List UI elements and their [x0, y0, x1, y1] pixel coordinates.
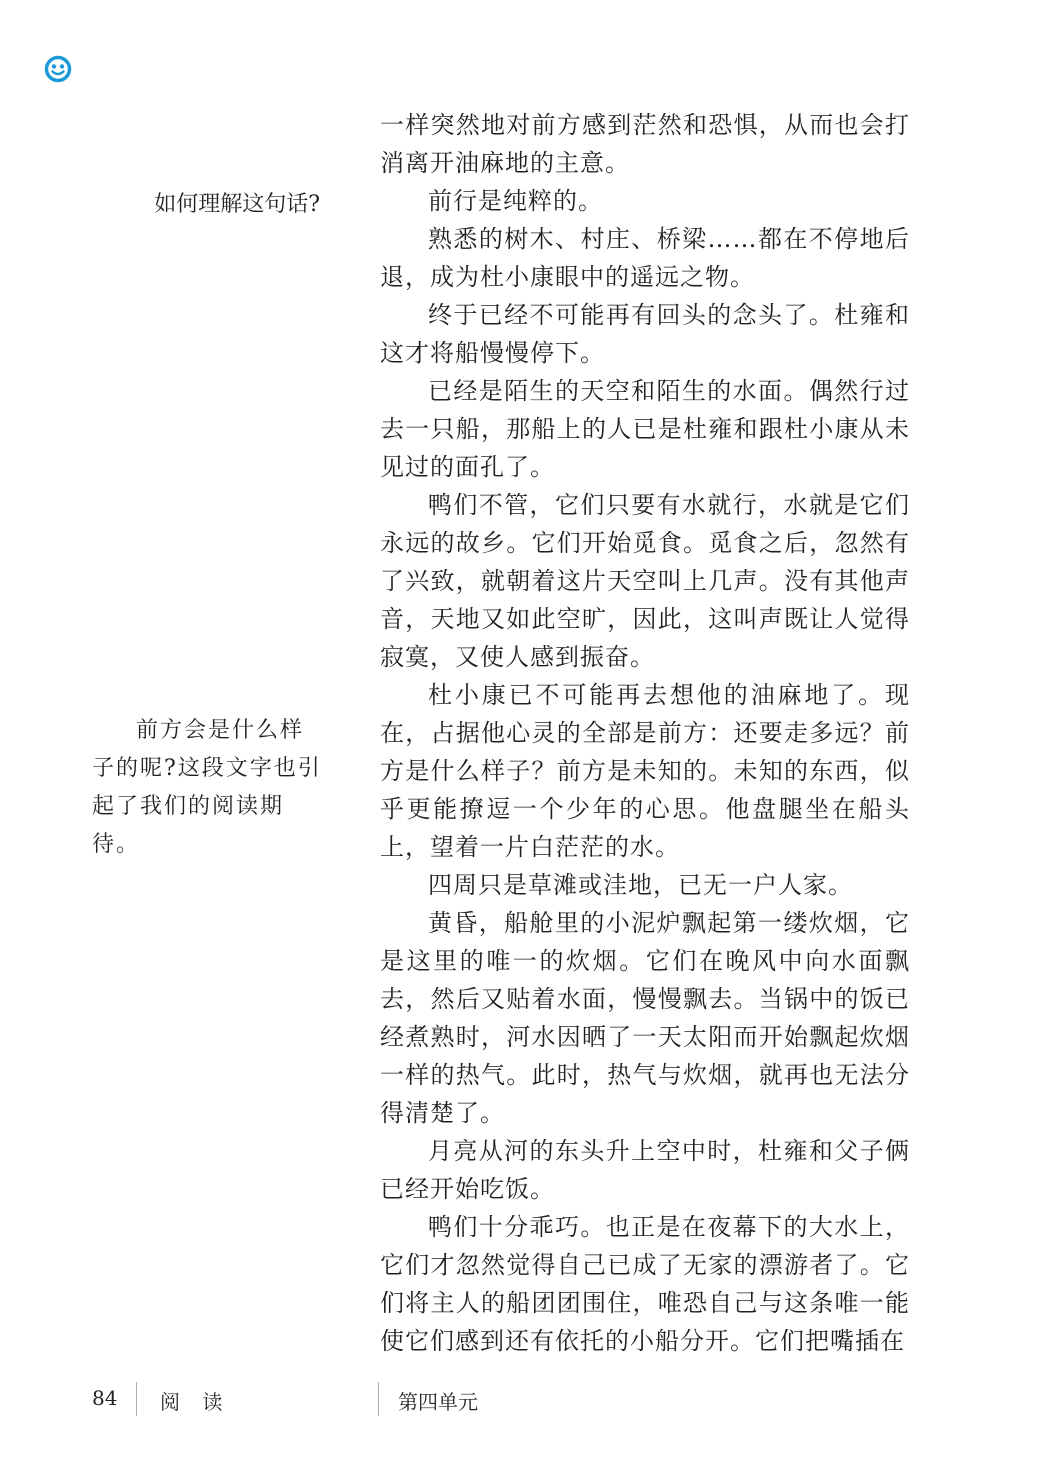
- unit-title: 第四单元: [398, 1390, 478, 1414]
- section-title: 阅 读: [160, 1390, 231, 1414]
- paragraph: 黄昏，船舱里的小泥炉飘起第一缕炊烟，它是这里的唯一的炊烟。它们在晚风中向水面飘去，然后又贴着水面，慢慢飘去。当锅中的饭已经煮熟时，河水因晒了一天太阳而开始飘起炊烟一样的热气。此时，热气与炊烟，就再也无法分得清楚了。: [380, 909, 910, 1127]
- paragraph: 鸭们十分乖巧。也正是在夜幕下的大水上，它们才忽然觉得自己已成了无家的漂游者了。它们将主人的船团团围住，唯恐自己与这条唯一能使它们感到还有依托的小船分开。它们把嘴插在: [380, 1213, 910, 1355]
- paragraph: 一样突然地对前方感到茫然和恐惧，从而也会打消离开油麻地的主意。: [380, 111, 910, 177]
- margin-note-2: 前方会是什么样子的呢?这段文字也引起了我们的阅读期待。: [92, 718, 322, 857]
- page-footer: [0, 1380, 1044, 1420]
- footer-divider: [136, 1382, 137, 1416]
- paragraph: 已经是陌生的天空和陌生的水面。偶然行过去一只船，那船上的人已是杜雍和跟杜小康从未见过的面孔了。: [380, 377, 910, 481]
- main-text: [380, 106, 910, 1360]
- paragraph: 鸭们不管，它们只要有水就行，水就是它们永远的故乡。它们开始觅食。觅食之后，忽然有了兴致，就朝着这片天空叫上几声。没有其他声音，天地又如此空旷，因此，这叫声既让人觉得寂寞，又使人感到振奋。: [380, 491, 910, 671]
- paragraph: 前行是纯粹的。: [428, 187, 603, 215]
- paragraph: 四周只是草滩或洼地，已无一户人家。: [428, 871, 853, 899]
- margin-note-1: 如何理解这句话?: [154, 192, 320, 217]
- page-number: 84: [92, 1386, 118, 1410]
- smiley-face-icon: [44, 55, 72, 83]
- paragraph: 熟悉的树木、村庄、桥梁……都在不停地后退，成为杜小康眼中的遥远之物。: [380, 225, 910, 291]
- paragraph: 终于已经不可能再有回头的念头了。杜雍和这才将船慢慢停下。: [380, 301, 910, 367]
- footer-divider: [378, 1382, 379, 1416]
- paragraph: 月亮从河的东头升上空中时，杜雍和父子俩已经开始吃饭。: [380, 1137, 910, 1203]
- paragraph: 杜小康已不可能再去想他的油麻地了。现在，占据他心灵的全部是前方：还要走多远？前方是什么样子？前方是未知的。未知的东西，似乎更能撩逗一个少年的心思。他盘腿坐在船头上，望着一片白茫茫的水。: [380, 681, 910, 861]
